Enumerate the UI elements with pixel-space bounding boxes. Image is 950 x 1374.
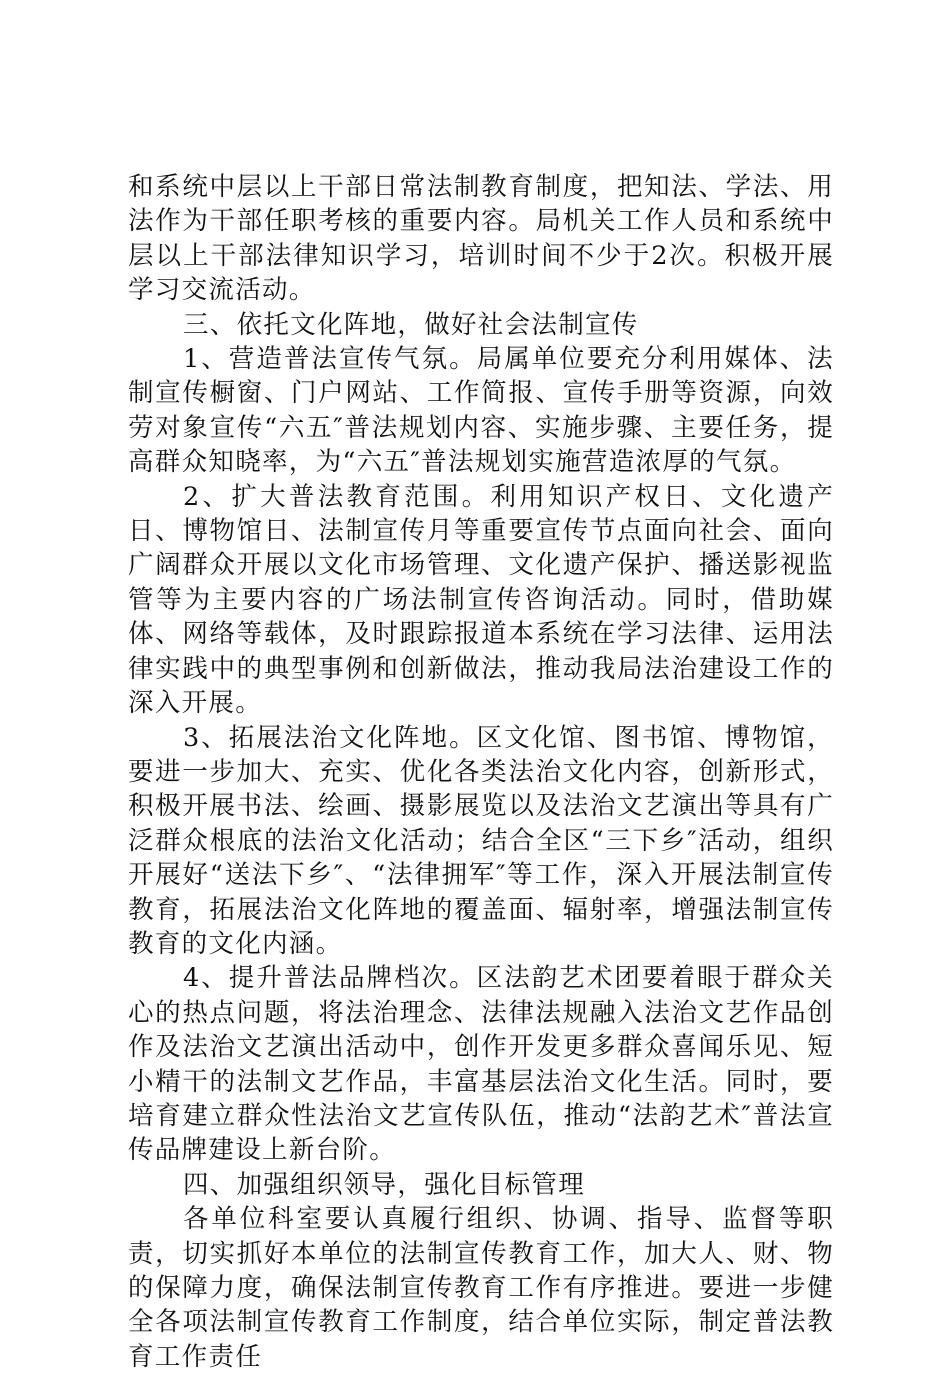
section-heading-three: 三、依托文化阵地，做好社会法制宣传 [183,309,639,340]
document-body [128,170,834,1374]
paragraph-item-1: 1、营造普法宣传气氛。局属单位要充分利用媒体、法制宣传橱窗、门户网站、工作简报、宣传手册等资源，向效劳对象宣传“六五″普法规划内容、实施步骤、主要任务，提高群众知晓率，为“六五″普法规划实施营造浓厚的气氛。 [128,344,834,478]
paragraph-organization: 各单位科室要认真履行组织、协调、指导、监督等职责，切实抓好本单位的法制宣传教育工作，加大人、财、物的保障力度，确保法制宣传教育工作有序推进。要进一步健全各项法制宣传教育工作制度，结合单位实际，制定普法教育工作责任 [128,1204,834,1372]
paragraph-item-4: 4、提升普法品牌档次。区法韵艺术团要着眼于群众关心的热点问题，将法治理念、法律法规融入法治文艺作品创作及法治文艺演出活动中，创作开发更多群众喜闻乐见、短小精干的法制文艺作品，丰富基层法治文化生活。同时，要培育建立群众性法治文艺宣传队伍，推动“法韵艺术″普法宣传品牌建设上新台阶。 [128,963,834,1166]
section-heading-four: 四、加强组织领导，强化目标管理 [183,1169,586,1200]
paragraph-item-2: 2、扩大普法教育范围。利用知识产权日、文化遗产日、博物馆日、法制宣传月等重要宣传节点面向社会、面向广阔群众开展以文化市场管理、文化遗产保护、播送影视监管等为主要内容的广场法制宣传咨询活动。同时，借助媒体、网络等载体，及时跟踪报道本系统在学习法律、运用法律实践中的典型事例和创新做法，推动我局法治建设工作的深入开展。 [128,481,834,719]
paragraph-continuation: 和系统中层以上干部日常法制教育制度，把知法、学法、用法作为干部任职考核的重要内容。局机关工作人员和系统中层以上干部法律知识学习，培训时间不少于2次。积极开展学习交流活动。 [128,172,834,306]
paragraph-item-3: 3、拓展法治文化阵地。区文化馆、图书馆、博物馆，要进一步加大、充实、优化各类法治文化内容，创新形式，积极开展书法、绘画、摄影展览以及法治文艺演出等具有广泛群众根底的法治文化活动；结合全区“三下乡″活动，组织开展好“送法下乡″、“法律拥军″等工作，深入开展法制宣传教育，拓展法治文化阵地的覆盖面、辐射率，增强法制宣传教育的文化内涵。 [128,722,834,959]
